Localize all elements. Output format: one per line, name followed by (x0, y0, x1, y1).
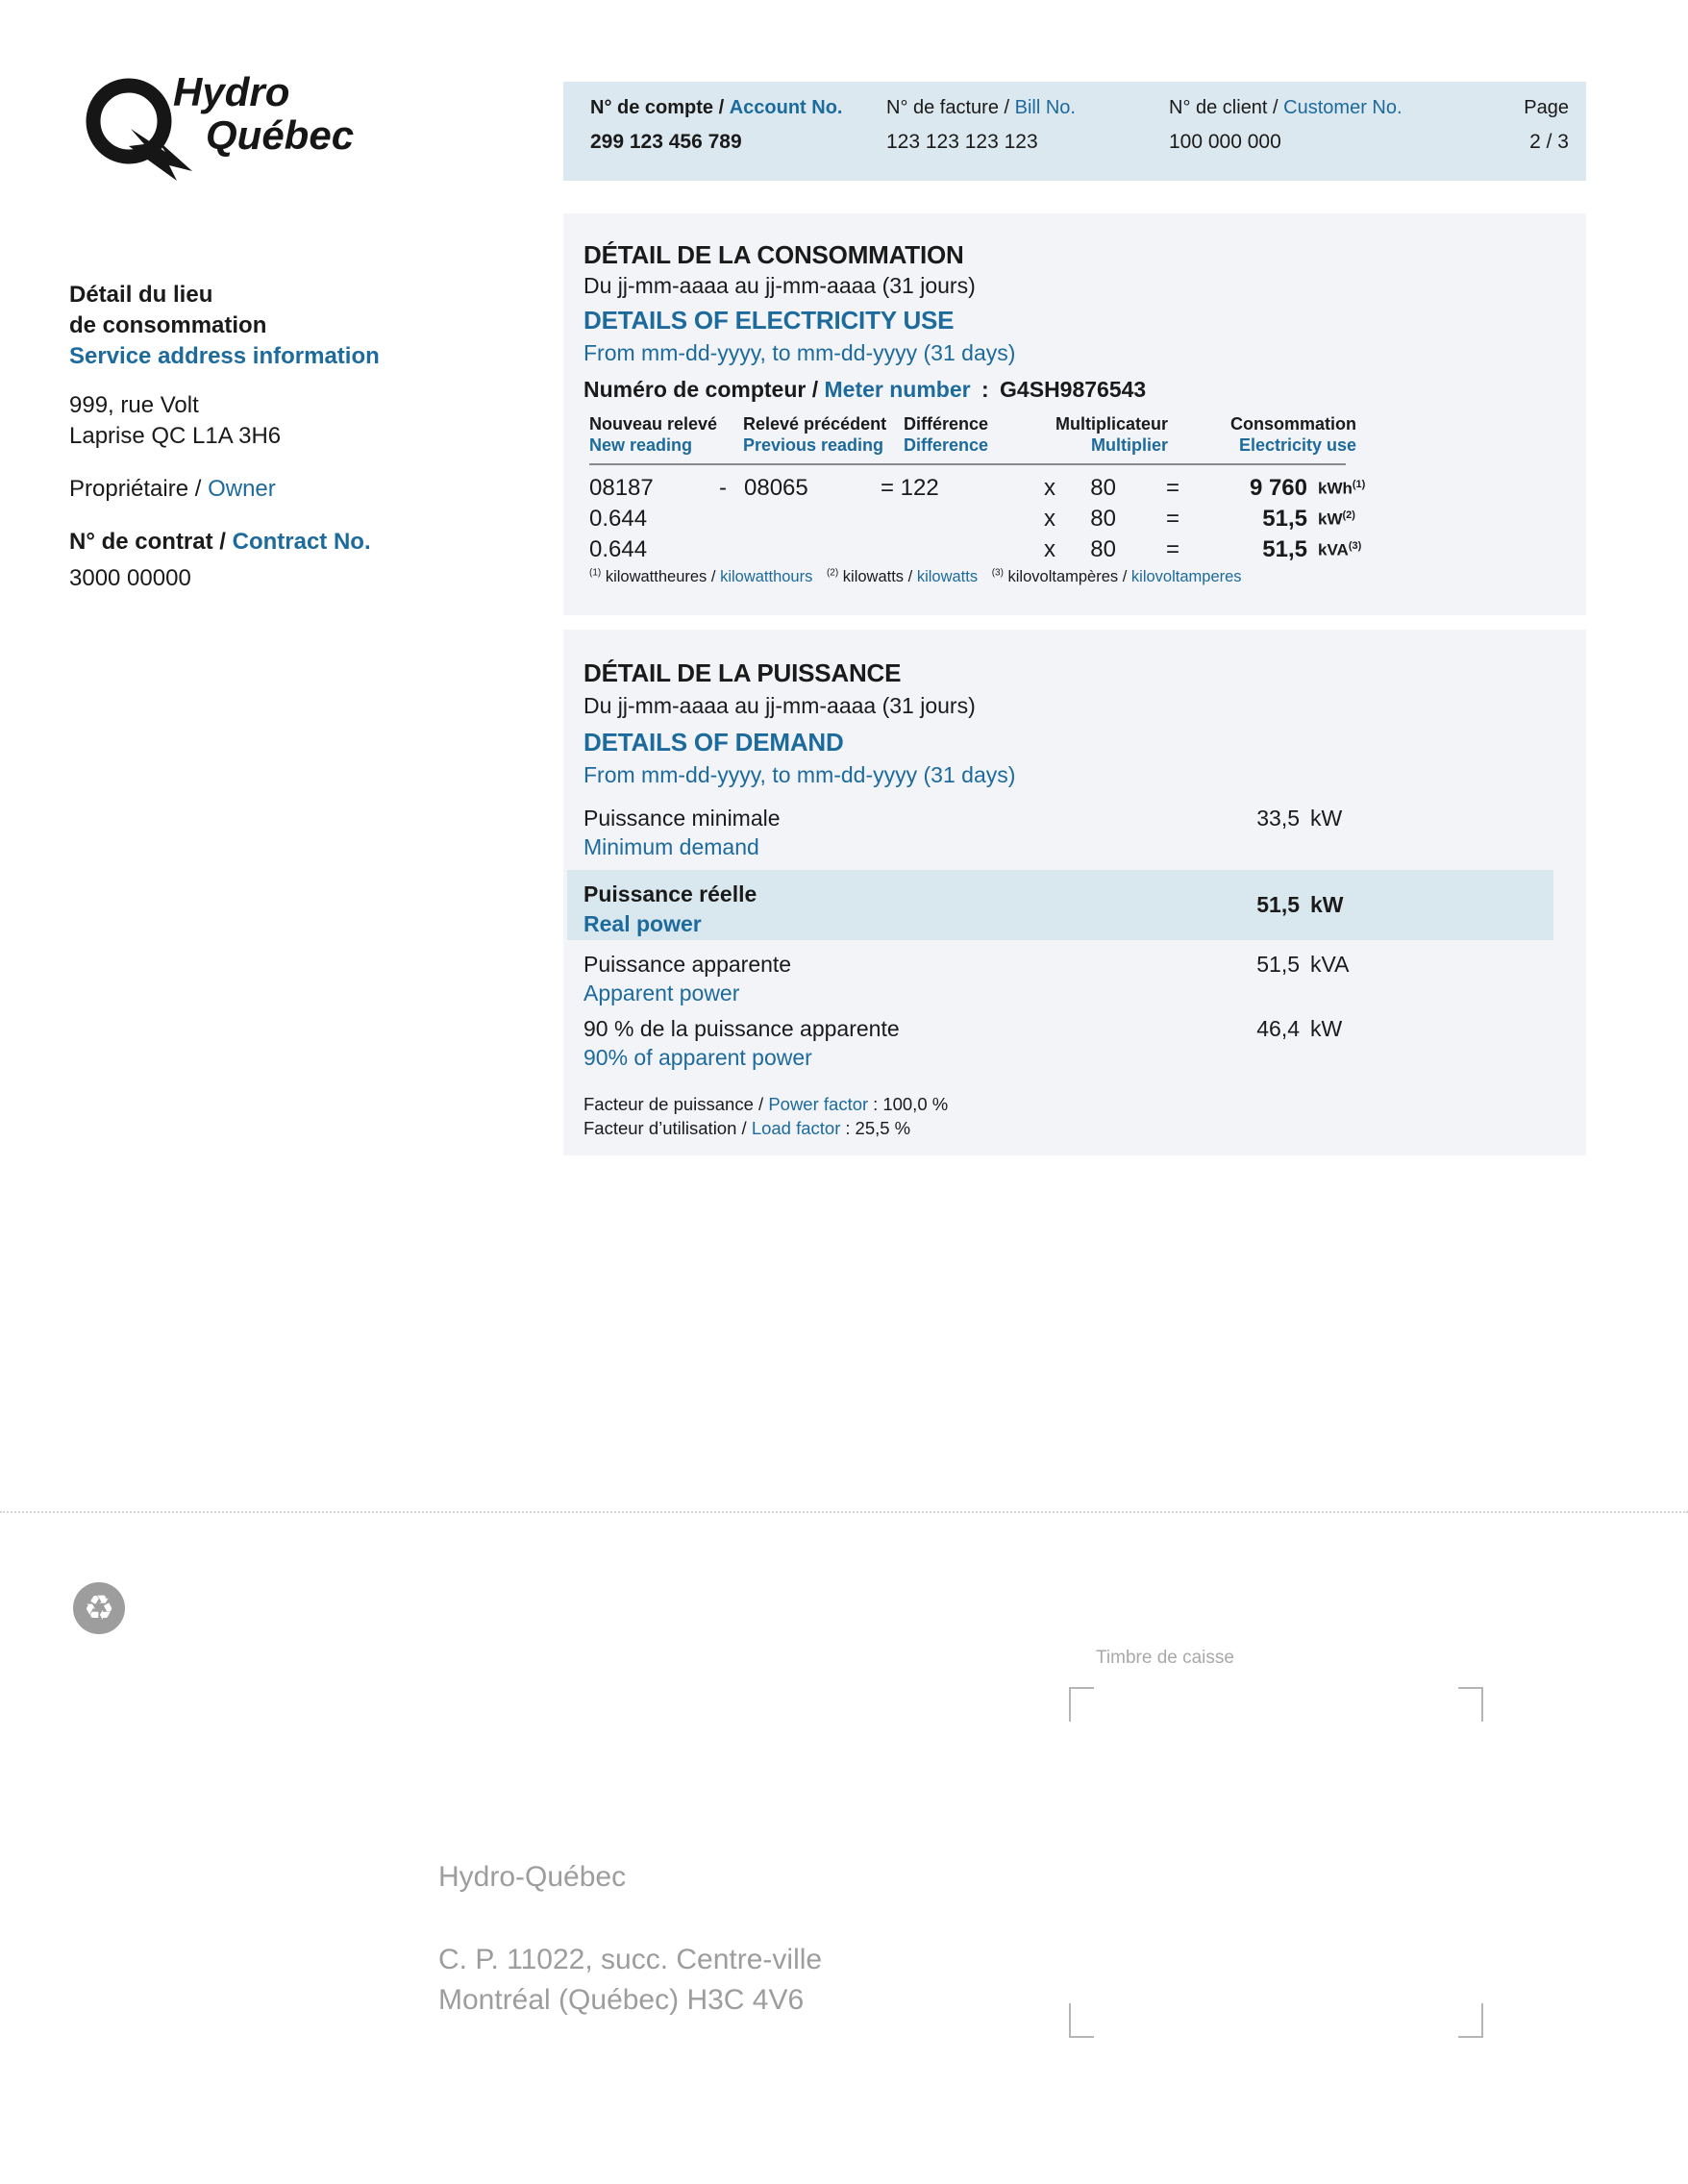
stamp-corner-mark-top-right (1458, 1687, 1483, 1722)
stamp-corner-mark-bottom-left (1069, 2003, 1094, 2038)
recycle-icon: ♻ (73, 1582, 125, 1634)
row-times-sign: x (1044, 536, 1055, 562)
power-factor-line (583, 1094, 948, 1115)
hydro-quebec-logo (69, 56, 386, 190)
remit-address-line1: C. P. 11022, succ. Centre-ville (438, 1944, 823, 1975)
service-address-line2: Laprise QC L1A 3H6 (69, 423, 282, 449)
footnote-fr: kilowattheures / (605, 567, 716, 585)
demand-value-number: 33,5 (1256, 806, 1300, 831)
row-consumption-value: 9 760 (1249, 475, 1307, 501)
consumption-section (563, 213, 1586, 615)
consumption-period-en: From mm-dd-yyyy, to mm-dd-yyyy (31 days) (583, 340, 1016, 365)
owner-label-fr: Propriétaire / (69, 476, 202, 502)
meter-table-row (563, 475, 1586, 504)
demand-row-label-en: 90% of apparent power (583, 1045, 812, 1070)
header-diff-fr: Différence (904, 414, 989, 434)
hydro-quebec-logo-graphic (69, 56, 386, 190)
footnote-item (589, 568, 812, 585)
row-unit (1318, 509, 1355, 530)
factor-value: 25,5 % (855, 1118, 911, 1138)
consumption-period-fr: Du jj-mm-aaaa au jj-mm-aaaa (31 jours) (583, 273, 976, 298)
row-minus-sign: - (719, 475, 727, 501)
row-new-reading: 08187 (589, 475, 654, 501)
service-address-title-fr-line2: de consommation (69, 312, 267, 338)
footnote-sup: (3) (991, 567, 1004, 578)
stamp-corner-mark-top-left (1069, 1687, 1094, 1722)
demand-row-label-en: Real power (583, 911, 702, 936)
units-footnote (589, 567, 1252, 586)
stamp-corner-mark-bottom-right (1458, 2003, 1483, 2038)
meter-table-row (563, 536, 1586, 565)
table-divider (589, 463, 1346, 465)
footnote-en: kilowatthours (720, 567, 813, 585)
logo-text-line2: Québec (206, 112, 355, 158)
owner-label-en: Owner (208, 476, 276, 502)
bill-number-value: 123 123 123 123 (886, 131, 1038, 153)
row-equals-sign: = (1166, 536, 1180, 562)
account-number-label (590, 97, 842, 119)
demand-value-number: 51,5 (1256, 892, 1300, 917)
consumption-title-fr: DÉTAIL DE LA CONSOMMATION (583, 240, 964, 269)
meter-number-line (583, 377, 1146, 403)
customer-label-fr: N° de client / (1169, 97, 1278, 118)
demand-value-number: 46,4 (1256, 1016, 1300, 1041)
demand-value-unit: kVA (1310, 952, 1350, 977)
remit-address-line2: Montréal (Québec) H3C 4V6 (438, 1984, 805, 2016)
contract-number-label (69, 529, 371, 556)
demand-period-en: From mm-dd-yyyy, to mm-dd-yyyy (31 days) (583, 762, 1016, 787)
factor-label-en: Load factor (751, 1118, 841, 1138)
demand-title-en: DETAILS OF DEMAND (583, 728, 844, 757)
account-label-fr: N° de compte / (590, 97, 725, 118)
owner-label (69, 476, 276, 503)
service-address-line1: 999, rue Volt (69, 392, 199, 418)
demand-row-label-fr: Puissance minimale (583, 806, 781, 831)
factor-separator: : (845, 1118, 851, 1138)
row-unit (1318, 540, 1361, 560)
footnote-sup: (2) (826, 567, 839, 578)
demand-section (563, 630, 1586, 1155)
bill-label-en: Bill No. (1014, 97, 1076, 118)
footnote-en: kilowatts (916, 567, 979, 585)
customer-number-label (1169, 97, 1403, 119)
demand-value-unit: kW (1310, 806, 1343, 831)
demand-row-label-en: Apparent power (583, 980, 740, 1005)
column-header-multiplier (976, 413, 1168, 456)
factor-value: 100,0 % (882, 1094, 949, 1114)
row-consumption-value: 51,5 (1262, 506, 1307, 532)
header-mult-en: Multiplier (1091, 435, 1168, 455)
meter-table-row (563, 506, 1586, 534)
meter-separator: : (981, 377, 989, 402)
footnote-fr: kilowatts / (842, 567, 913, 585)
header-prev-en: Previous reading (743, 435, 884, 455)
demand-row-label-fr: Puissance apparente (583, 952, 792, 977)
row-previous-reading: 08065 (744, 475, 808, 501)
header-numbers-bar (563, 82, 1586, 181)
header-cons-fr: Consommation (1229, 414, 1356, 434)
contract-label-en: Contract No. (232, 529, 371, 555)
row-new-reading: 0.644 (589, 536, 648, 562)
row-multiplier: 80 (1090, 506, 1116, 532)
footnote-item (827, 568, 978, 585)
meter-number-value: G4SH9876543 (1000, 377, 1147, 402)
row-times-sign: x (1044, 475, 1055, 501)
customer-label-en: Customer No. (1283, 97, 1403, 118)
header-new-en: New reading (589, 435, 693, 455)
unit-superscript: (3) (1348, 540, 1362, 552)
factor-label-fr: Facteur de puissance / (583, 1094, 764, 1114)
column-header-previous-reading (743, 413, 886, 456)
demand-row-label-fr: 90 % de la puissance apparente (583, 1016, 900, 1041)
row-equals-sign: = (1166, 506, 1180, 532)
demand-value-number: 51,5 (1256, 952, 1300, 977)
account-number-value: 299 123 456 789 (590, 131, 742, 153)
load-factor-line (583, 1118, 910, 1139)
factor-label-en: Power factor (768, 1094, 869, 1114)
header-cons-en: Electricity use (1238, 435, 1356, 455)
demand-title-fr: DÉTAIL DE LA PUISSANCE (583, 658, 902, 687)
page-label: Page (1524, 97, 1569, 118)
footnote-sup: (1) (589, 567, 602, 578)
row-new-reading: 0.644 (589, 506, 648, 532)
customer-number-value: 100 000 000 (1169, 131, 1281, 153)
factor-separator: : (873, 1094, 879, 1114)
demand-value-unit: kW (1310, 892, 1344, 917)
row-difference: = 122 (881, 475, 939, 501)
footnote-item (992, 568, 1242, 585)
header-prev-fr: Relevé précédent (743, 414, 887, 434)
contract-label-fr: N° de contrat / (69, 529, 226, 555)
remit-org-name: Hydro-Québec (438, 1861, 627, 1893)
demand-period-fr: Du jj-mm-aaaa au jj-mm-aaaa (31 jours) (583, 693, 976, 718)
footnote-fr: kilovoltampères / (1007, 567, 1128, 585)
header-diff-en: Difference (904, 435, 989, 455)
demand-row-value (1102, 1016, 1419, 1042)
factor-label-fr: Facteur d’utilisation / (583, 1118, 747, 1138)
logo-text-line1: Hydro (173, 69, 290, 114)
header-mult-fr: Multiplicateur (1055, 414, 1168, 434)
row-consumption-value: 51,5 (1262, 536, 1307, 562)
row-unit (1318, 479, 1365, 499)
row-multiplier: 80 (1090, 536, 1116, 562)
column-header-new-reading (589, 413, 717, 456)
meter-label-fr: Numéro de compteur / (583, 377, 819, 402)
service-address-title-en: Service address information (69, 343, 380, 369)
unit-superscript: (1) (1352, 479, 1366, 490)
demand-row-label-fr: Puissance réelle (583, 881, 757, 906)
demand-row-value (1102, 952, 1419, 978)
unit-text: kVA (1318, 540, 1349, 559)
row-multiplier: 80 (1090, 475, 1116, 501)
meter-label-en: Meter number (824, 377, 971, 402)
demand-row-value (1102, 806, 1419, 831)
tear-off-dotted-line (0, 1511, 1688, 1513)
header-new-fr: Nouveau relevé (589, 414, 718, 434)
footnote-en: kilovoltamperes (1130, 567, 1242, 585)
row-times-sign: x (1044, 506, 1055, 532)
column-header-consumption (1164, 413, 1356, 456)
demand-value-unit: kW (1310, 1016, 1343, 1041)
row-equals-sign: = (1166, 475, 1180, 501)
bill-number-label (886, 97, 1076, 119)
cash-stamp-label: Timbre de caisse (1096, 1648, 1234, 1668)
unit-text: kWh (1318, 479, 1353, 498)
demand-row-value (1102, 892, 1419, 918)
demand-row-label-en: Minimum demand (583, 834, 759, 859)
unit-superscript: (2) (1342, 509, 1355, 521)
bill-label-fr: N° de facture / (886, 97, 1010, 118)
page-value: 2 / 3 (1529, 131, 1569, 153)
contract-number-value: 3000 00000 (69, 565, 191, 591)
unit-text: kW (1318, 509, 1343, 529)
consumption-title-en: DETAILS OF ELECTRICITY USE (583, 306, 955, 335)
account-label-en: Account No. (729, 97, 843, 118)
service-address-title-fr-line1: Détail du lieu (69, 282, 213, 308)
